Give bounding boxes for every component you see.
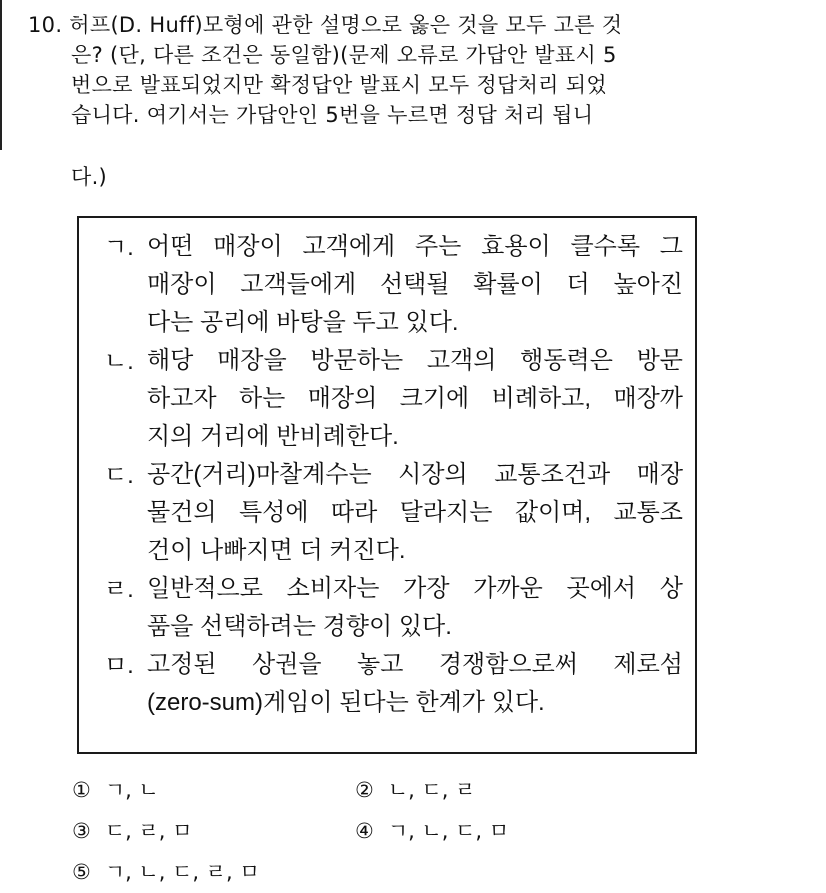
- question-line: 10. 허프(D. Huff)모형에 관한 설명으로 옳은 것을 모두 고른 것: [28, 13, 623, 37]
- statement-marker: ㅁ.: [104, 652, 134, 679]
- statements-box: [77, 216, 697, 754]
- statement-line: 어떤 매장이 고객에게 주는 효용이 클수록 그: [147, 233, 683, 260]
- statement-line: 다는 공리에 바탕을 두고 있다.: [147, 309, 459, 336]
- statement-item: [104, 456, 683, 570]
- statement-line: 하고자 하는 매장의 크기에 비례하고, 매장까: [147, 385, 683, 412]
- statement-marker: ㄴ.: [104, 348, 134, 375]
- option-number: ④: [355, 819, 374, 843]
- option-text: ㄱ, ㄴ: [104, 778, 159, 802]
- statement-item: [104, 646, 683, 722]
- option-number: ①: [72, 778, 91, 802]
- statement-line: 매장이 고객들에게 선택될 확률이 더 높아진: [147, 271, 683, 298]
- option-number: ②: [355, 778, 374, 802]
- question-line: 번으로 발표되었지만 확정답안 발표시 모두 정답처리 되었: [71, 73, 607, 97]
- statement-line: 품을 선택하려는 경향이 있다.: [147, 613, 452, 640]
- statement-line: 건이 나빠지면 더 커진다.: [147, 537, 406, 564]
- statement-item: [104, 570, 683, 646]
- statement-marker: ㄱ.: [104, 234, 134, 261]
- statement-line: (zero-sum)게임이 된다는 한계가 있다.: [147, 689, 545, 716]
- statement-marker: ㄹ.: [104, 576, 134, 603]
- answer-option-1[interactable]: [72, 770, 159, 811]
- statement-item: [104, 228, 683, 342]
- statement-marker: ㄷ.: [104, 462, 134, 489]
- option-text: ㄷ, ㄹ, ㅁ: [104, 819, 193, 843]
- statement-line: 공간(거리)마찰계수는 시장의 교통조건과 매장: [147, 461, 683, 488]
- answer-option-4[interactable]: [355, 811, 509, 852]
- option-text: ㄱ, ㄴ, ㄷ, ㅁ: [387, 819, 510, 843]
- statement-line: 물건의 특성에 따라 달라지는 값이며, 교통조: [147, 499, 683, 526]
- statement-item: [104, 342, 683, 456]
- question-line: 습니다. 여기서는 가답안인 5번을 누르면 정답 처리 됩니: [71, 103, 594, 127]
- answer-option-3[interactable]: [72, 811, 192, 852]
- answer-option-5[interactable]: [72, 852, 260, 893]
- statement-line: 일반적으로 소비자는 가장 가까운 곳에서 상: [147, 575, 683, 602]
- question-line: 다.): [71, 165, 108, 189]
- option-text: ㄱ, ㄴ, ㄷ, ㄹ, ㅁ: [104, 860, 260, 884]
- statement-line: 지의 거리에 반비례한다.: [147, 423, 399, 450]
- left-margin-rule: [0, 0, 2, 150]
- question-stem: [28, 10, 788, 192]
- question-line: 은? (단, 다른 조건은 동일함)(문제 오류로 가답안 발표시 5: [71, 43, 617, 67]
- answer-option-2[interactable]: [355, 770, 475, 811]
- option-number: ③: [72, 819, 91, 843]
- option-text: ㄴ, ㄷ, ㄹ: [387, 778, 476, 802]
- option-number: ⑤: [72, 860, 91, 884]
- statement-line: 해당 매장을 방문하는 고객의 행동력은 방문: [147, 347, 683, 374]
- answer-options: [72, 770, 672, 893]
- statement-line: 고정된 상권을 놓고 경쟁함으로써 제로섬: [147, 651, 683, 678]
